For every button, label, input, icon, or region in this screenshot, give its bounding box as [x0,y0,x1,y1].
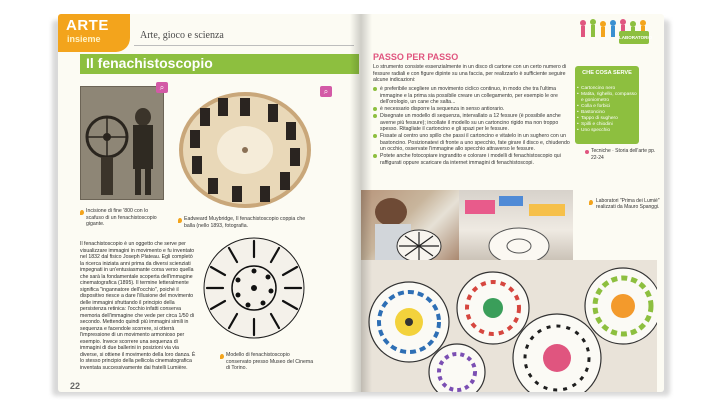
list-item: • Cartoncino nero [577,86,639,92]
children-working-drawing [361,190,459,270]
bullet-icon [373,87,377,91]
bullet-icon [373,134,377,138]
list-item: Fissate al centro uno spillo che passi il cartoncino e vitatelo in un sughero con un bastoncino. Posizionatevi di fronte a uno specchio, fate girare il disco e, chiudendo un occhio, osservate l'immagine allo specchio attraverso le fessure. [373,133,571,153]
header-divider [134,45,354,46]
zoom-icon[interactable]: ⌕ [156,82,168,93]
tech-reference: Tecniche · Storia dell'arte pp. 22-24 [591,148,656,161]
right-page [361,14,664,392]
list-item: Disegnate un modello di sequenza, intervallato a 12 fessure (è possibile anche averne più fessure); incollate il modello su un cartoncino rigido ma non troppo spesso. Ritagliate il cartoncino e gli spazi per le fessure. [373,113,571,133]
credit-marker-icon [589,200,593,205]
arte-badge-title: ARTE [66,17,109,34]
engraving-drawing [81,87,163,199]
caption-marker-icon [80,210,84,215]
children-working-photo [361,190,459,270]
list-item: • Uno specchio [577,128,639,134]
museum-disc-image [201,231,307,345]
step-intro: Lo strumento consiste essenzialmente in un disco di cartone con un certo numero di fessure radiali e con figure dipinte su una faccia, per realizzarlo è sufficiente seguire alcune indicazioni: [373,64,567,83]
steps-list [373,86,571,167]
disc-drawing [176,90,314,210]
section-title: Arte, gioco e scienza [140,30,224,41]
engraving-image [80,86,164,200]
museum-disc-drawing [201,231,307,345]
list-item: • Colla e forbici [577,104,639,110]
page-title: Il fenachistoscopio [86,55,213,71]
materials-title: CHE COSA SERVE [582,70,632,76]
caption-disc: Eadweard Muybridge, Il fenachistoscopio coppia che balla (nello 1893, fotografia. [184,216,306,229]
body-text: Il fenachistoscopio è un oggetto che serve per visualizzare immagini in movimento e fu inventato nel 1832 dal fisico Joseph Plateau. Egli completò la ricerca iniziata anni prima da diversi scienziati impegnati in un'entusiasmante corsa verso quella che sarà la fondamentale scoperta dell'immagine cinematografica (1895). Il termine letteralmente significa "ingannatore dell'occhio", poiché il dispositivo riesce a dare l'illusione del movimento delle immagini sfruttando il principio della persistenza retinica: l'occhio infatti conserva memoria dell'immagine che vede per circa 1/50 di secondo. Mettendo quindi più immagini simili in sequenza e facendole scorrere, si otterrà l'impressione di un movimento armonioso per esempio. Invece scorrere una sequenza di immagini di due ballerini in posizioni via via diverse, si ottiene il movimento della loro danza. È lo stesso principio della pellicola cinematografica inventata successivamente dai fratelli Lumière. [80,241,196,371]
page-number: 22 [70,381,81,391]
bullet-icon [373,114,377,118]
crafts-table-drawing [459,190,573,270]
bullet-icon [373,154,377,158]
phenakistoscope-disc-image [176,90,314,210]
list-item: • Matita, righello, compasso e goniometro [577,92,639,104]
left-page [58,14,361,392]
list-item: • Spilli e chiodini [577,122,639,128]
colored-discs-drawing [361,260,657,392]
tech-marker-icon [585,150,589,154]
caption-museum-disc: Modello di fenachistoscopio conservato presso Museo del Cinema di Torino. [226,352,314,371]
list-item: è necessario disporre la sequenza in senso antiorario. [373,106,571,113]
list-item: è preferibile scegliere un movimento ciclico continuo, in modo che tra l'ultima immagine e la prima sia possibile creare un collegamento, per esempio le ore dell'orologio, un cane che salta... [373,86,571,106]
materials-list [577,86,639,134]
credit-caption: Laboratori "Prima dei Lumiè" realizzati da Mauro Spanggi. [596,198,660,211]
zoom-icon[interactable]: ⌕ [320,86,332,97]
caption-marker-icon [220,354,224,359]
laboratory-badge: LABORATORIO [619,31,649,44]
caption-marker-icon [178,218,182,223]
step-title: PASSO PER PASSO [373,52,459,62]
colored-discs-photo [361,260,657,392]
list-item: • Bastoncino [577,110,639,116]
list-item: Potete anche fotocopiare ingrandito e colorare i modelli di fenachistoscopio qui raffigurati oppure scaricare da internet immagini di fenachistoscopi. [373,153,571,166]
caption-engraving: Incisione di fine '800 con lo scafuso di un fenachistoscopio gigante. [86,208,157,227]
list-item: • Tappo di sughero [577,116,639,122]
crafts-table-photo [459,190,573,270]
arte-badge-subtitle: insieme [67,34,101,44]
bullet-icon [373,107,377,111]
